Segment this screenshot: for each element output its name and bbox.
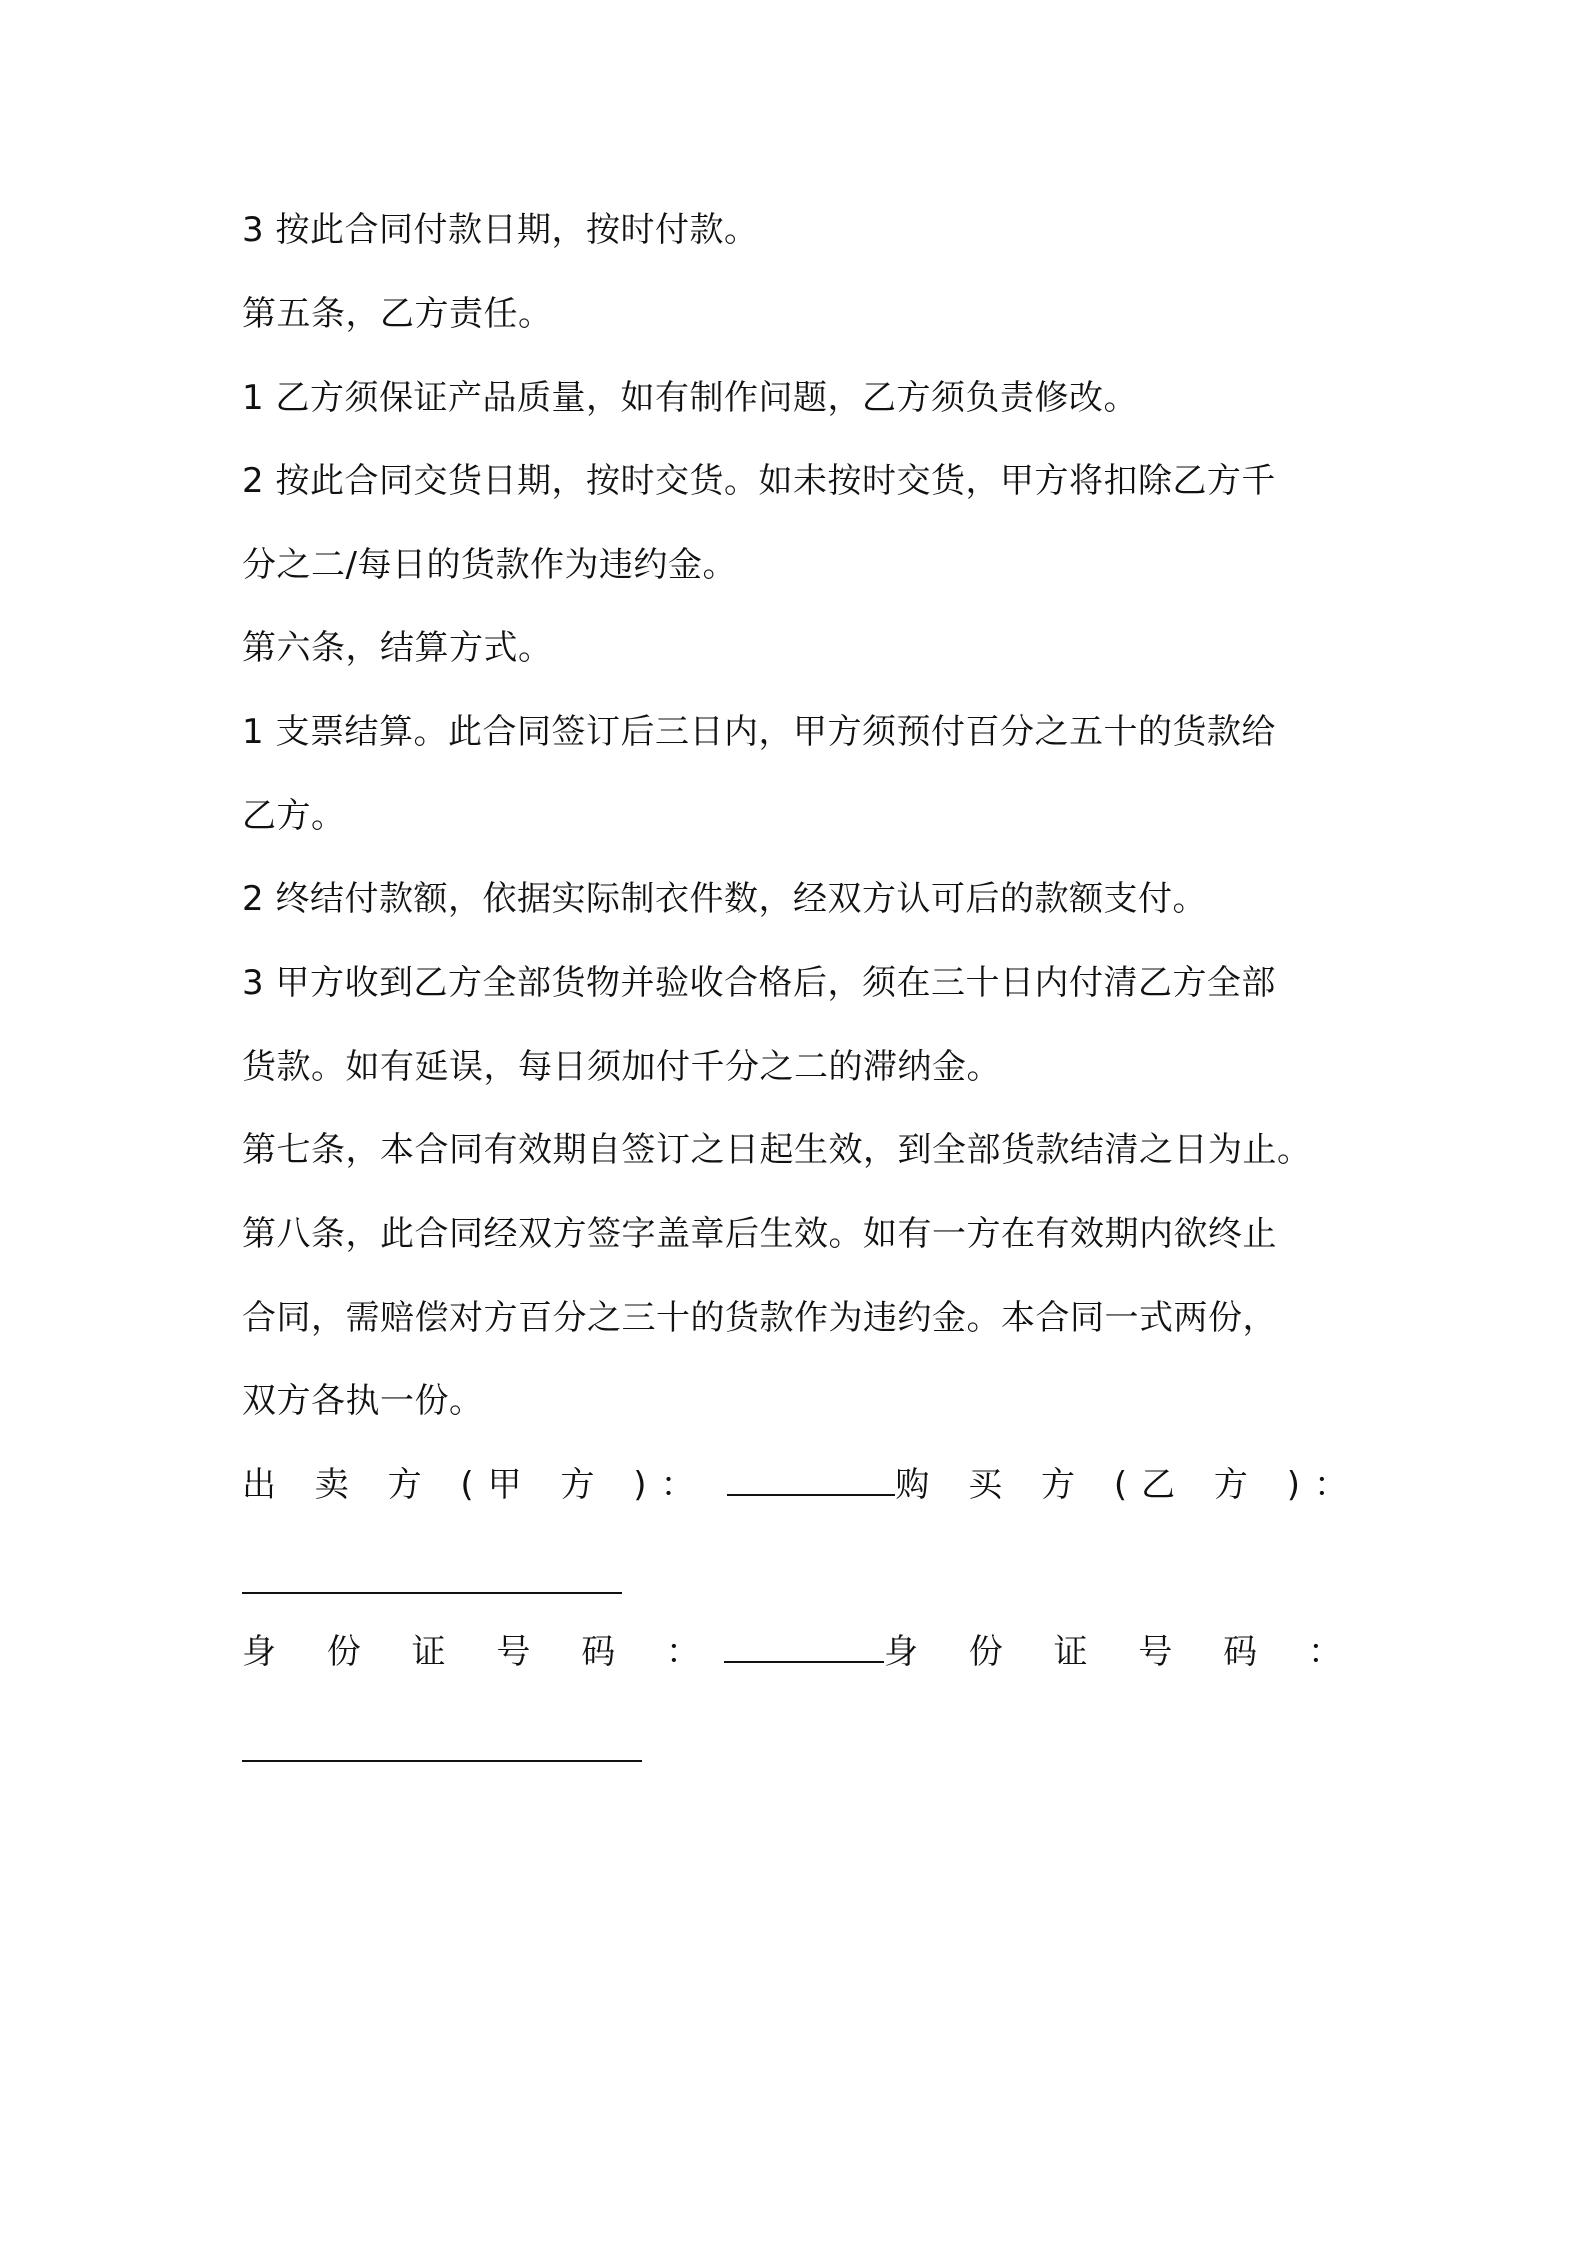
paragraph-full-payment-line1: 3 甲方收到乙方全部货物并验收合格后，须在三十日内付清乙方全部 xyxy=(242,963,1276,1003)
paragraph-quality-guarantee: 1 乙方须保证产品质量，如有制作问题，乙方须负责修改。 xyxy=(242,378,1138,418)
article-8-line3: 双方各执一份。 xyxy=(242,1381,484,1421)
paragraph-delivery-penalty-line1: 2 按此合同交货日期，按时交货。如未按时交货，甲方将扣除乙方千 xyxy=(242,461,1276,501)
paragraph-check-settlement-line2: 乙方。 xyxy=(242,796,346,836)
seller-blank[interactable] xyxy=(727,1464,896,1496)
buyer-id-label: 身 份 证 号 码 ： xyxy=(883,1632,1362,1672)
paragraph-full-payment-line2: 货款。如有延误，每日须加付千分之二的滞纳金。 xyxy=(242,1047,1001,1087)
paragraph-check-settlement-line1: 1 支票结算。此合同签订后三日内，甲方须预付百分之五十的货款给 xyxy=(242,712,1276,752)
buyer-label: 购 买 方 (乙 方 )： xyxy=(895,1465,1362,1505)
paragraph-final-payment: 2 终结付款额，依据实际制衣件数，经双方认可后的款额支付。 xyxy=(242,879,1207,919)
id-number-row xyxy=(242,1628,1362,1676)
seller-id-label: 身 份 证 号 码 ： xyxy=(242,1632,721,1672)
seller-label: 出 卖 方 (甲 方 )： xyxy=(242,1465,709,1505)
article-8-line2: 合同，需赔偿对方百分之三十的货款作为违约金。本合同一式两份， xyxy=(242,1298,1277,1338)
article-6-heading: 第六条，结算方式。 xyxy=(242,628,553,668)
buyer-id-blank[interactable] xyxy=(242,1760,642,1762)
article-5-heading: 第五条，乙方责任。 xyxy=(242,294,553,334)
article-8-line1: 第八条，此合同经双方签字盖章后生效。如有一方在有效期内欲终止 xyxy=(242,1214,1277,1254)
article-7-validity: 第七条，本合同有效期自签订之日起生效，到全部货款结清之日为止。 xyxy=(242,1130,1312,1170)
paragraph-payment-on-time: 3 按此合同付款日期，按时付款。 xyxy=(242,210,759,250)
paragraph-delivery-penalty-line2: 分之二/每日的货款作为违约金。 xyxy=(242,545,737,585)
party-signature-row xyxy=(242,1461,1362,1509)
seller-id-blank[interactable] xyxy=(724,1631,884,1663)
buyer-blank[interactable] xyxy=(242,1592,622,1594)
